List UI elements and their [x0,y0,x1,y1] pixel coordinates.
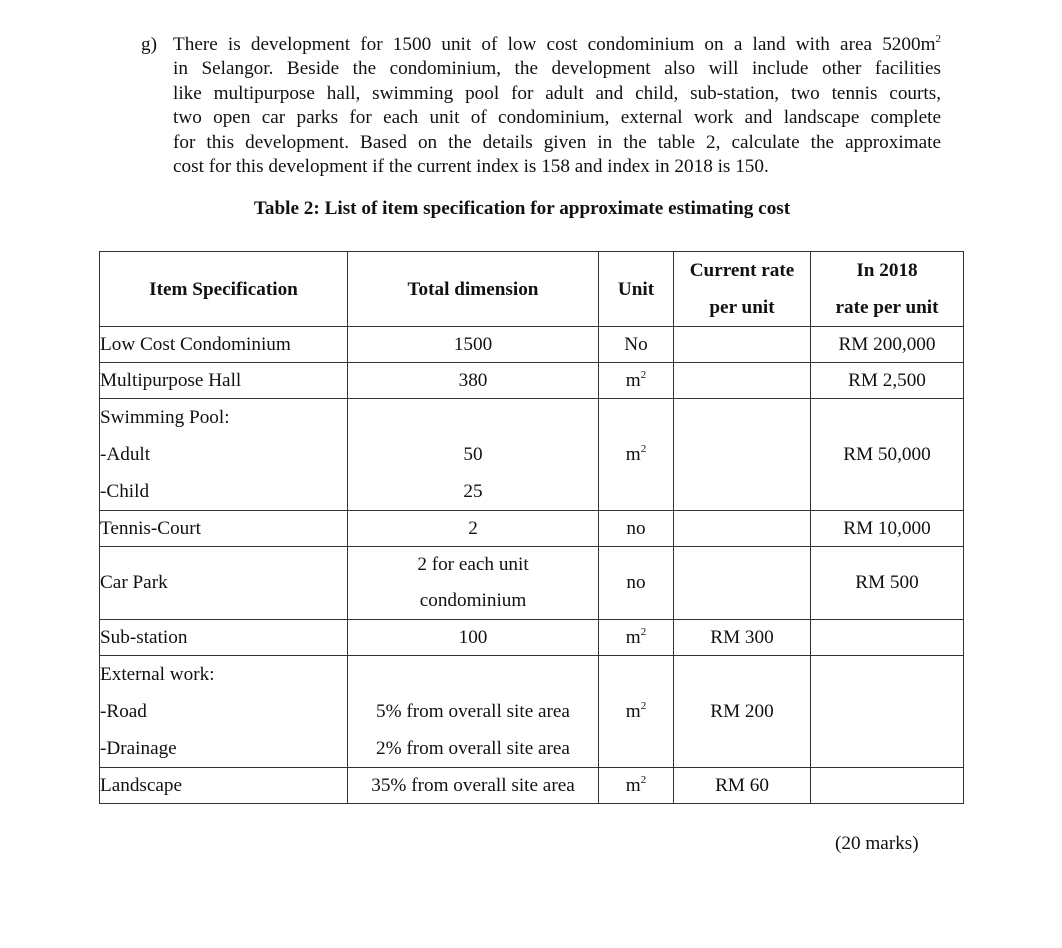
cell-current-rate: RM 300 [674,620,811,656]
unit-superscript: 2 [640,368,647,381]
table-row [100,620,964,656]
header-2018-line1: In 2018 [856,260,918,281]
cell-dimension: 35% from overall site area [348,768,599,804]
dimension-value: 2% from overall site area [376,738,570,759]
table-row [100,399,964,511]
cell-item [100,656,348,768]
header-current-line1: Current rate [689,260,795,281]
unit-text: m [625,626,641,648]
cell-unit [599,620,674,656]
table-row [100,511,964,547]
header-current-line2: per unit [709,297,775,318]
table-row [100,768,964,804]
question-block [141,33,941,179]
item-sub: -Child [100,481,150,502]
spacer [348,656,598,693]
cell-item [100,399,348,511]
header-2018-line2: rate per unit [835,297,939,318]
question-line: in Selangor. Beside the condominium, the development also will include other facilities [173,58,941,80]
unit-superscript: 2 [640,773,647,786]
cell-dimension [348,656,599,768]
cell-unit [599,399,674,511]
cell-dimension [348,547,599,620]
cell-item: Multipurpose Hall [100,363,348,399]
cell-dimension: 380 [348,363,599,399]
dimension-value: 25 [463,481,483,502]
item-sub: -Adult [100,444,151,465]
specification-table [99,251,964,804]
item-sub: -Road [100,701,147,722]
question-text [173,33,941,179]
cell-unit [599,363,674,399]
cell-2018-rate: RM 10,000 [811,511,964,547]
unit-text: m [625,774,641,796]
table-caption: Table 2: List of item specification for approximate estimating cost [253,198,791,219]
cell-current-rate [674,399,811,511]
question-line: for this development. Based on the details given in the table 2, calculate the approximate [173,131,941,153]
dimension-line: condominium [419,590,527,611]
cell-current-rate [674,327,811,363]
cell-current-rate [674,511,811,547]
question-line [173,33,941,57]
dimension-value: 50 [463,444,483,465]
dimension-line: 2 for each unit [417,554,529,575]
spacer [674,656,810,693]
cell-item: Sub-station [100,620,348,656]
unit-superscript: 2 [640,442,647,455]
unit-text: m [625,443,641,465]
cell-dimension: 1500 [348,327,599,363]
dimension-value: 5% from overall site area [376,701,570,722]
cell-item: Tennis-Court [100,511,348,547]
cell-current-rate: RM 60 [674,768,811,804]
unit-text: m [625,700,641,722]
table-row [100,656,964,768]
header-dimension: Total dimension [348,252,599,327]
cell-unit: No [599,327,674,363]
superscript: 2 [935,33,941,45]
cell-current-rate [674,656,811,768]
cell-2018-rate: RM 2,500 [811,363,964,399]
rate-value: RM 200 [710,701,774,722]
table-row [100,547,964,620]
cell-2018-rate: RM 500 [811,547,964,620]
spacer [348,399,598,436]
cell-current-rate [674,547,811,620]
item-heading: Swimming Pool: [100,407,230,428]
cell-item: Low Cost Condominium [100,327,348,363]
cell-dimension: 2 [348,511,599,547]
question-line: cost for this development if the current index is 158 and index in 2018 is 150. [173,156,769,178]
unit-superscript: 2 [640,699,647,712]
cell-2018-rate [811,768,964,804]
header-unit: Unit [599,252,674,327]
cell-unit: no [599,547,674,620]
item-heading: External work: [100,664,215,685]
cell-dimension [348,399,599,511]
marks-label: (20 marks) [835,833,919,854]
cell-2018-rate [811,620,964,656]
question-label: g) [141,34,157,55]
cell-unit [599,656,674,768]
header-2018-rate [811,252,964,327]
question-line: like multipurpose hall, swimming pool for adult and child, sub-station, two tennis courts, [173,82,941,104]
cell-item: Car Park [100,547,348,620]
unit-text: m [625,369,641,391]
item-sub: -Drainage [100,738,177,759]
cell-dimension: 100 [348,620,599,656]
header-current-rate [674,252,811,327]
cell-2018-rate: RM 50,000 [811,399,964,511]
question-line: two open car parks for each unit of condominium, external work and landscape complete [173,107,941,129]
cell-2018-rate: RM 200,000 [811,327,964,363]
question-line-text: There is development for 1500 unit of low cost condominium on a land with area 5200m [173,34,936,55]
header-item: Item Specification [100,252,348,327]
table-row [100,363,964,399]
cell-item: Landscape [100,768,348,804]
table-row [100,327,964,363]
cell-unit: no [599,511,674,547]
cell-unit [599,768,674,804]
cell-2018-rate [811,656,964,768]
spacer [674,730,810,767]
cell-current-rate [674,363,811,399]
unit-superscript: 2 [640,625,647,638]
table-header-row [100,252,964,327]
